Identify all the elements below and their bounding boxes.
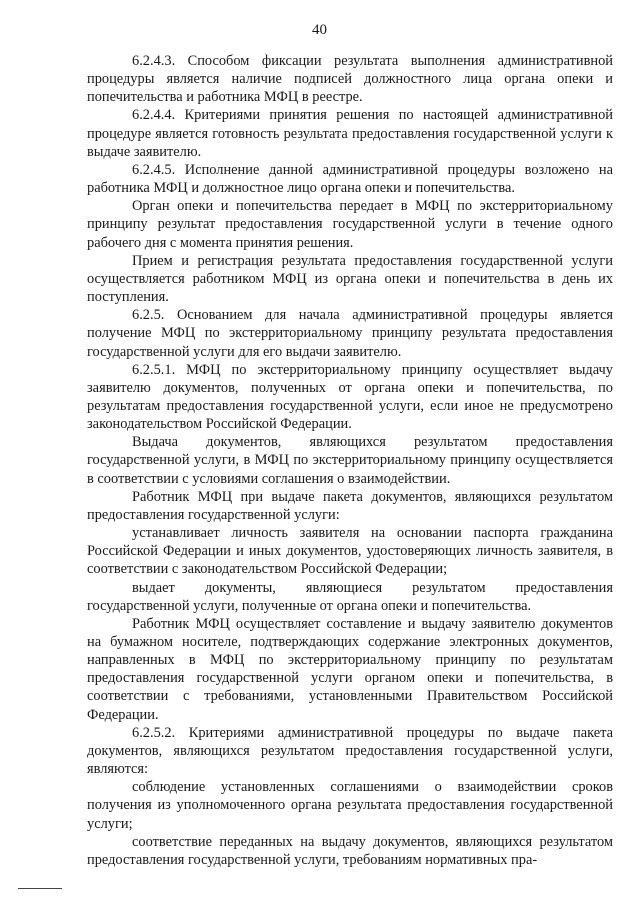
paragraph: 6.2.4.4. Критериями принятия решения по настоящей административной процедуре является готовность результата предоставления государственной услуги к выдаче заявителю. [87, 107, 613, 160]
page-number: 40 [312, 22, 327, 38]
paragraph: Орган опеки и попечительства передает в МФЦ по экстерриториальному принципу результат предоставления государственной услуги в течение одного рабочего дня с момента принятия решения. [87, 198, 613, 251]
paragraph: 6.2.5.1. МФЦ по экстерриториальному принципу осуществляет выдачу заявителю документов, полученных от органа опеки и попечительства, по результатам предоставления государственной услуги, если иное не предусмотрено законодательством Российской Федерации. [87, 361, 613, 433]
footnote-divider [18, 888, 62, 889]
paragraph: 6.2.4.5. Исполнение данной административной процедуры возложено на работника МФЦ и должностное лицо органа опеки и попечительства. [87, 161, 613, 197]
paragraph: Выдача документов, являющихся результатом предоставления государственной услуги, в МФЦ по экстерриториальному принципу осуществляется в соответствии с условиями соглашения о взаимодействии. [87, 434, 613, 487]
paragraph: 6.2.4.3. Способом фиксации результата выполнения административной процедуры является наличие подписей должностного лица органа опеки и попечительства и работника МФЦ в реестре. [87, 53, 613, 106]
document-body [87, 52, 613, 869]
paragraph: Прием и регистрация результата предоставления государственной услуги осуществляется работником МФЦ из органа опеки и попечительства в день их поступления. [87, 252, 613, 306]
paragraph: 6.2.5. Основанием для начала административной процедуры является получение МФЦ по экстерриториальному принципу результата предоставления государственной услуги для его выдачи заявителю. [87, 307, 613, 360]
paragraph: соответствие переданных на выдачу документов, являющихся результатом предоставления государственной услуги, требованиям нормативных пра- [87, 833, 613, 868]
paragraph: Работник МФЦ осуществляет составление и выдачу заявителю документов на бумажном носителе, подтверждающих содержание электронных документов, направленных в МФЦ по экстерриториальному принципу по результатам предоставления государственной услуги органом опеки и попечительства, в соответствии с требованиями, установленными Правительством Российской Федерации. [87, 615, 613, 723]
paragraph: соблюдение установленных соглашениями о взаимодействии сроков получения из уполномоченного органа результата предоставления государственной услуги; [87, 779, 613, 832]
paragraph: 6.2.5.2. Критериями административной процедуры по выдаче пакета документов, являющихся результатом предоставления государственной услуги, являются: [87, 724, 613, 778]
paragraph: устанавливает личность заявителя на основании паспорта гражданина Российской Федерации и иных документов, удостоверяющих личность заявителя, в соответствии с законодательством Российской Федерации; [87, 525, 613, 578]
paragraph: Работник МФЦ при выдаче пакета документов, являющихся результатом предоставления государственной услуги: [87, 488, 613, 523]
paragraph: выдает документы, являющиеся результатом предоставления государственной услуги, полученные от органа опеки и попечительства. [87, 579, 613, 614]
